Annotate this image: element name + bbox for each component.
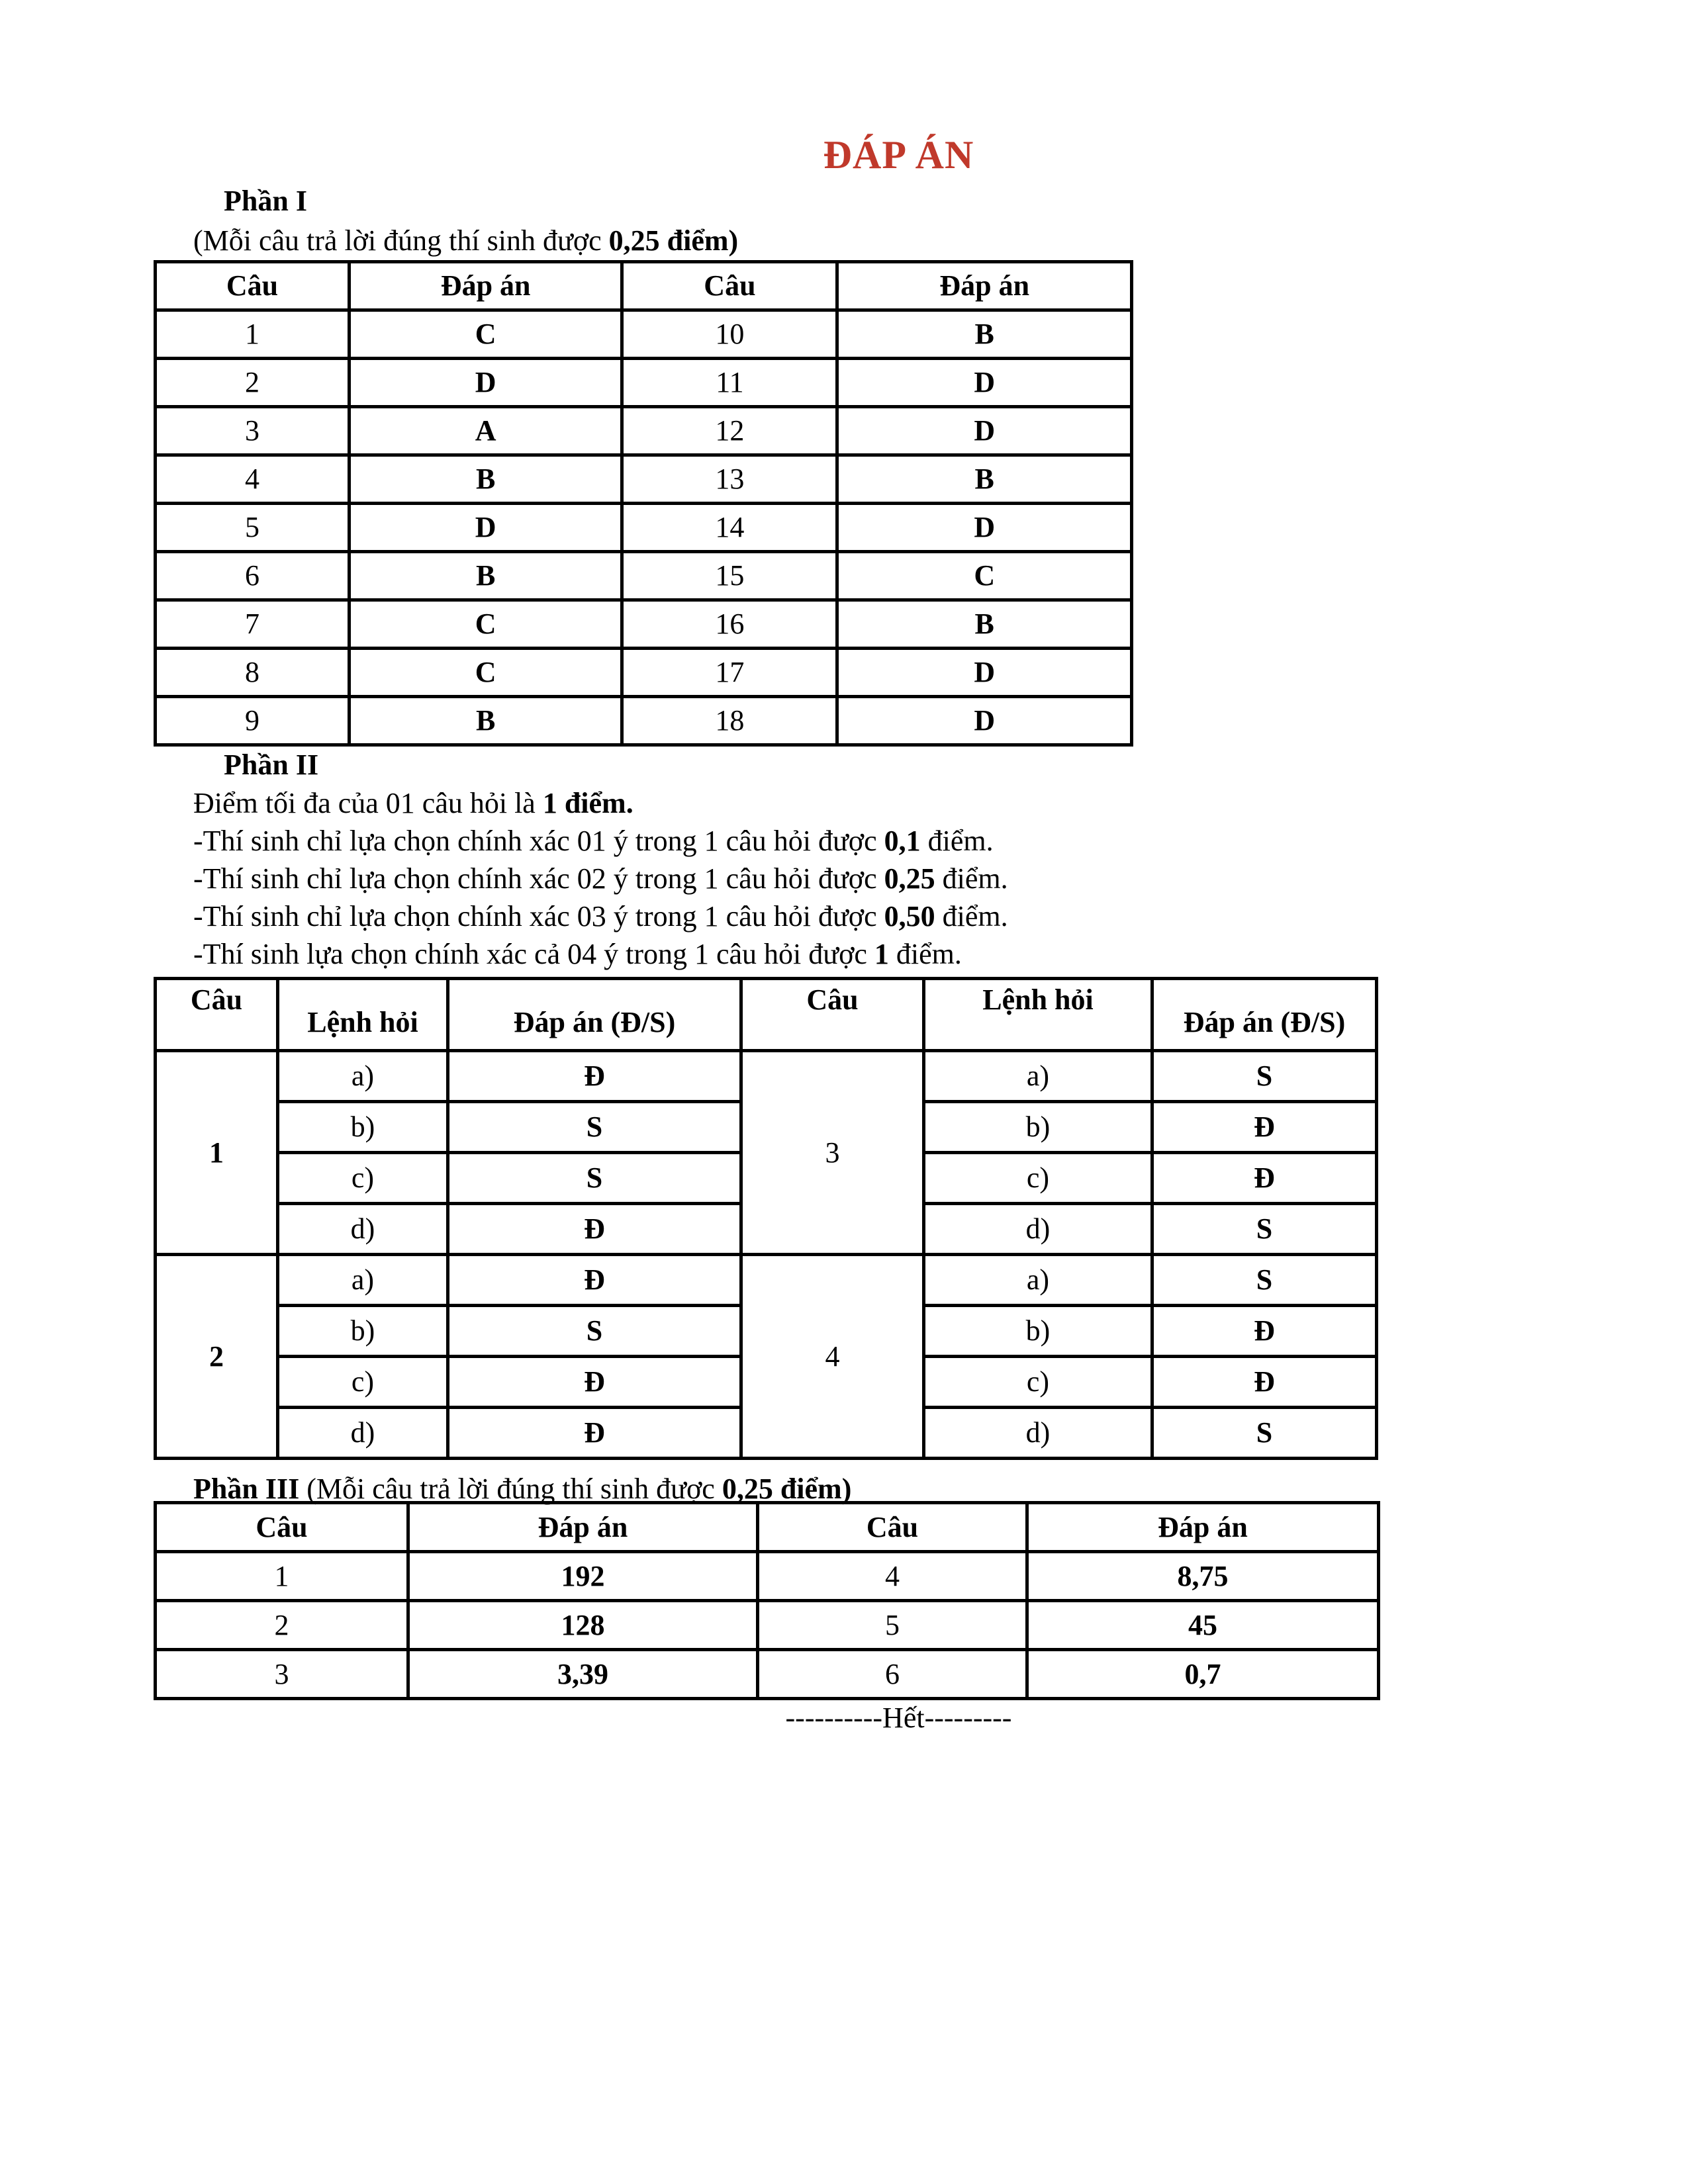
part2-rule	[193, 860, 1008, 897]
statement-label-cell: c)	[278, 1357, 448, 1408]
answer-cell: D	[837, 504, 1132, 552]
question-number-cell: 5	[758, 1601, 1027, 1650]
answer-cell: D	[837, 697, 1132, 745]
rule-text: -Thí sinh chỉ lựa chọn chính xác 01 ý trong 1 câu hỏi được	[193, 825, 884, 857]
table-row	[156, 697, 1132, 745]
answer-cell: S	[1152, 1408, 1377, 1459]
header-dap-an: Đáp án	[349, 262, 622, 310]
answer-cell: Đ	[448, 1204, 741, 1255]
answer-cell: S	[1152, 1204, 1377, 1255]
part2-rule	[193, 898, 1008, 935]
answer-cell: B	[349, 552, 622, 600]
part2-max	[193, 785, 633, 822]
answer-cell: B	[349, 697, 622, 745]
answer-cell: Đ	[448, 1357, 741, 1408]
header-dap-an: Đáp án	[408, 1503, 758, 1552]
question-number-cell: 12	[622, 407, 837, 455]
part1-note	[193, 222, 738, 259]
part3-note-bold: 0,25 điểm)	[722, 1473, 852, 1505]
question-number-cell: 7	[156, 600, 350, 649]
answer-cell: Đ	[448, 1255, 741, 1306]
question-number-cell: 1	[156, 1552, 408, 1601]
answer-cell: C	[349, 649, 622, 697]
answer-cell: D	[349, 504, 622, 552]
question-number-cell: 2	[156, 1255, 278, 1459]
table-header-row	[156, 1503, 1379, 1552]
question-number-cell: 9	[156, 697, 350, 745]
header-dap-an-text: Đáp án (Đ/S)	[513, 1006, 676, 1038]
answer-cell: S	[1152, 1051, 1377, 1102]
table-row	[156, 1051, 1377, 1102]
answer-cell: 128	[408, 1601, 758, 1650]
table-header-row	[156, 979, 1377, 1051]
end-marker: ----------Hết---------	[785, 1702, 1012, 1734]
part3-note-text: (Mỗi câu trả lời đúng thí sinh được	[299, 1473, 722, 1505]
header-dap-an: Đáp án	[1027, 1503, 1379, 1552]
question-number-cell: 3	[741, 1051, 924, 1255]
header-dap-an-text: Đáp án (Đ/S)	[1183, 1006, 1346, 1038]
question-number-cell: 11	[622, 359, 837, 407]
statement-label-cell: b)	[924, 1306, 1152, 1357]
question-number-cell: 18	[622, 697, 837, 745]
answer-cell: 0,7	[1027, 1650, 1379, 1699]
header-cau: Câu	[156, 262, 350, 310]
question-number-cell: 10	[622, 310, 837, 359]
header-lenh-hoi-text: Lệnh hỏi	[307, 1006, 418, 1038]
statement-label-cell: d)	[924, 1408, 1152, 1459]
rule-bold: 0,1	[884, 825, 921, 857]
answer-cell: Đ	[1152, 1102, 1377, 1153]
question-number-cell: 3	[156, 407, 350, 455]
answer-cell: Đ	[1152, 1306, 1377, 1357]
rule-text: -Thí sinh chỉ lựa chọn chính xác 02 ý trong 1 câu hỏi được	[193, 862, 884, 895]
question-number-cell: 3	[156, 1650, 408, 1699]
statement-label-cell: b)	[924, 1102, 1152, 1153]
answer-cell: B	[837, 600, 1132, 649]
rule-text: -Thí sinh chỉ lựa chọn chính xác 03 ý trong 1 câu hỏi được	[193, 900, 884, 933]
part2-rule	[193, 823, 994, 860]
question-number-cell: 1	[156, 1051, 278, 1255]
answer-cell: B	[837, 455, 1132, 504]
part2-max-bold: 1 điểm.	[542, 787, 633, 819]
header-cau: Câu	[622, 262, 837, 310]
question-number-cell: 5	[156, 504, 350, 552]
table-row	[156, 310, 1132, 359]
header-lenh-hoi	[278, 979, 448, 1051]
answer-cell: B	[837, 310, 1132, 359]
question-number-cell: 13	[622, 455, 837, 504]
header-cau-text: Câu	[190, 983, 243, 1016]
header-cau: Câu	[758, 1503, 1027, 1552]
question-number-cell: 6	[156, 552, 350, 600]
answer-cell: S	[448, 1153, 741, 1204]
header-lenh-hoi	[924, 979, 1152, 1051]
answer-cell: D	[837, 359, 1132, 407]
rule-text: điểm.	[920, 825, 994, 857]
answer-cell: 45	[1027, 1601, 1379, 1650]
page-title: ĐÁP ÁN	[823, 133, 974, 177]
statement-label-cell: b)	[278, 1102, 448, 1153]
statement-label-cell: d)	[278, 1408, 448, 1459]
answer-cell: 3,39	[408, 1650, 758, 1699]
question-number-cell: 2	[156, 1601, 408, 1650]
rule-bold: 0,25	[884, 862, 935, 895]
header-dap-an	[448, 979, 741, 1051]
part2-table	[154, 977, 1378, 1460]
rule-text: -Thí sinh lựa chọn chính xác cả 04 ý trong 1 câu hỏi được	[193, 938, 874, 970]
header-cau	[156, 979, 278, 1051]
table-row	[156, 1601, 1379, 1650]
table-row	[156, 600, 1132, 649]
rule-text: điểm.	[935, 900, 1008, 933]
answer-cell: S	[1152, 1255, 1377, 1306]
answer-cell: Đ	[1152, 1357, 1377, 1408]
answer-cell: Đ	[448, 1408, 741, 1459]
statement-label-cell: a)	[924, 1051, 1152, 1102]
answer-cell: C	[349, 310, 622, 359]
question-number-cell: 6	[758, 1650, 1027, 1699]
question-number-cell: 2	[156, 359, 350, 407]
statement-label-cell: d)	[924, 1204, 1152, 1255]
question-number-cell: 8	[156, 649, 350, 697]
question-number-cell: 1	[156, 310, 350, 359]
answer-cell: 192	[408, 1552, 758, 1601]
table-row	[156, 504, 1132, 552]
statement-label-cell: a)	[924, 1255, 1152, 1306]
question-number-cell: 16	[622, 600, 837, 649]
answer-cell: D	[837, 407, 1132, 455]
question-number-cell: 17	[622, 649, 837, 697]
part2-max-text: Điểm tối đa của 01 câu hỏi là	[193, 787, 543, 819]
part3-table	[154, 1501, 1380, 1700]
part1-heading: Phần I	[224, 185, 307, 217]
answer-cell: B	[349, 455, 622, 504]
statement-label-cell: a)	[278, 1255, 448, 1306]
rule-bold: 1	[874, 938, 889, 970]
question-number-cell: 15	[622, 552, 837, 600]
table-row	[156, 455, 1132, 504]
answer-cell: S	[448, 1306, 741, 1357]
table-header-row	[156, 262, 1132, 310]
header-cau-text: Câu	[806, 983, 859, 1016]
question-number-cell: 4	[758, 1552, 1027, 1601]
table-row	[156, 407, 1132, 455]
table-row	[156, 1650, 1379, 1699]
answer-cell: D	[837, 649, 1132, 697]
answer-cell: C	[349, 600, 622, 649]
part2-heading: Phần II	[224, 749, 319, 781]
part1-note-bold: 0,25 điểm)	[608, 224, 739, 257]
question-number-cell: 4	[156, 455, 350, 504]
header-dap-an: Đáp án	[837, 262, 1132, 310]
header-cau: Câu	[156, 1503, 408, 1552]
rule-text: điểm.	[888, 938, 962, 970]
answer-cell: C	[837, 552, 1132, 600]
header-dap-an	[1152, 979, 1377, 1051]
rule-bold: 0,50	[884, 900, 935, 933]
statement-label-cell: c)	[278, 1153, 448, 1204]
part1-note-text: (Mỗi câu trả lời đúng thí sinh được	[193, 224, 609, 257]
answer-cell: A	[349, 407, 622, 455]
answer-cell: 8,75	[1027, 1552, 1379, 1601]
rule-text: điểm.	[935, 862, 1008, 895]
part2-rule	[193, 936, 962, 973]
table-row	[156, 649, 1132, 697]
header-cau	[741, 979, 924, 1051]
part1-table	[154, 260, 1133, 747]
table-row	[156, 1552, 1379, 1601]
statement-label-cell: a)	[278, 1051, 448, 1102]
statement-label-cell: b)	[278, 1306, 448, 1357]
part3-heading: Phần III	[193, 1473, 300, 1505]
answer-cell: S	[448, 1102, 741, 1153]
answer-cell: Đ	[448, 1051, 741, 1102]
statement-label-cell: c)	[924, 1357, 1152, 1408]
table-row	[156, 1255, 1377, 1306]
question-number-cell: 4	[741, 1255, 924, 1459]
table-row	[156, 552, 1132, 600]
answer-cell: Đ	[1152, 1153, 1377, 1204]
statement-label-cell: c)	[924, 1153, 1152, 1204]
question-number-cell: 14	[622, 504, 837, 552]
answer-cell: D	[349, 359, 622, 407]
header-lenh-hoi-text: Lệnh hỏi	[982, 983, 1094, 1016]
table-row	[156, 359, 1132, 407]
statement-label-cell: d)	[278, 1204, 448, 1255]
